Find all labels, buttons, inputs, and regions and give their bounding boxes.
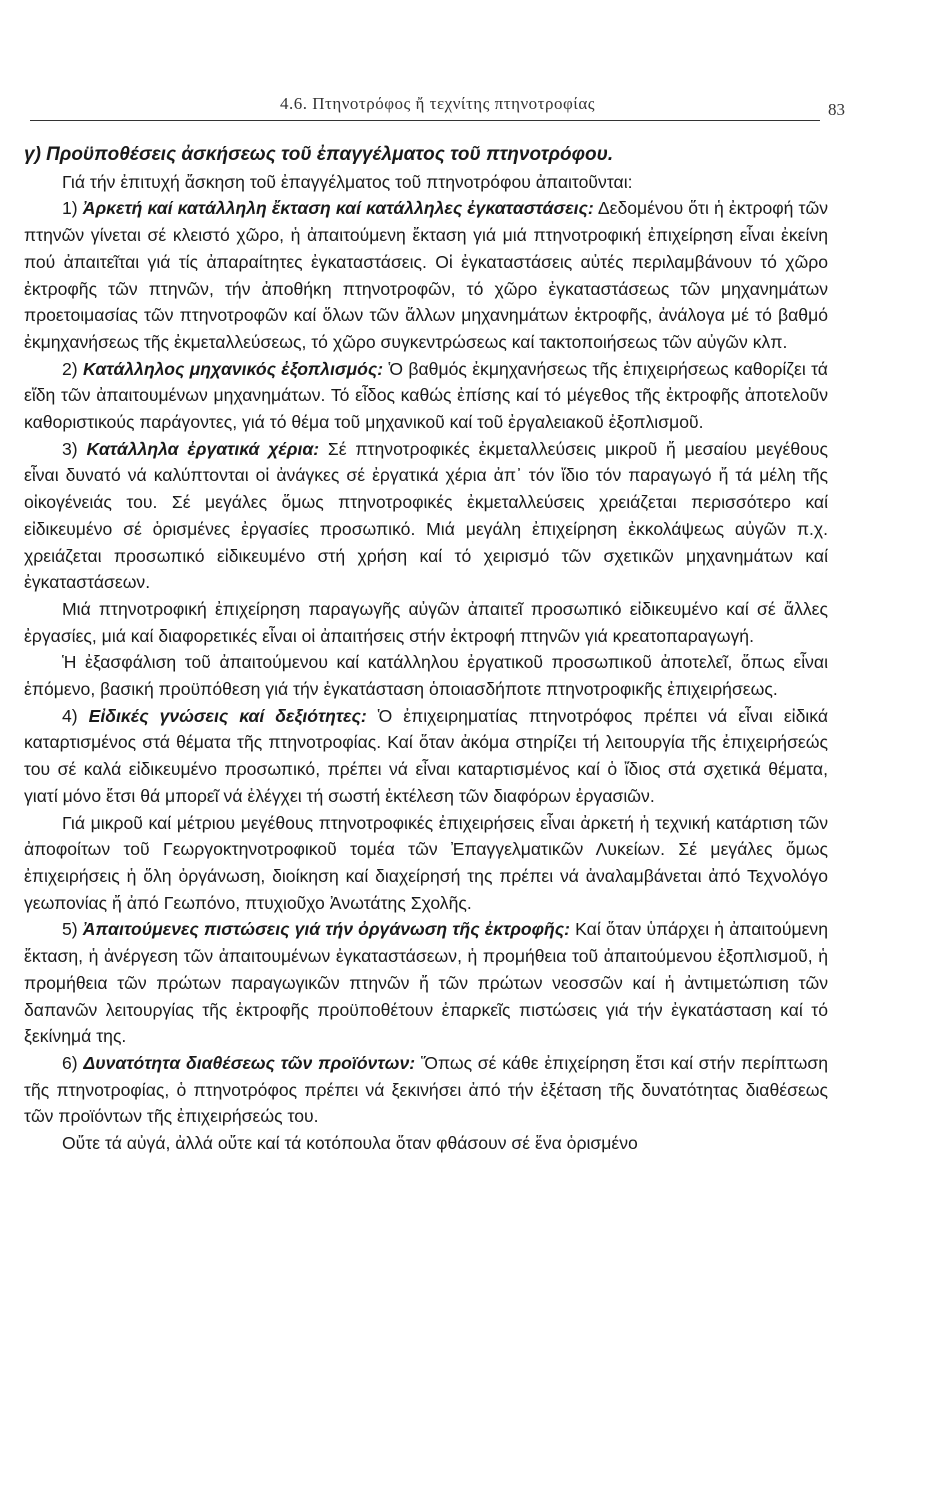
item-text: Δεδομένου ὅτι ἡ ἐκτροφή τῶν πτηνῶν γίνεται σέ κλειστό χῶρο, ἡ ἀπαιτούμενη ἔκταση γιά μιά πτηνοτροφική ἐπιχείρηση εἶναι ἐκείνη πού ἀπαιτεῖται γιά τίς ἀπαραίτητες ἐγκαταστάσεις. Οἱ ἐγκαταστάσεις αὐτές περιλαμβάνουν τό χῶρο ἐκτροφῆς τῶν πτηνῶν, τήν ἀποθήκη πτηνοτροφῶν, τό χῶρο ἐγκαταστάσεως τῶν μηχανημάτων προετοιμασίας τῶν πτηνοτροφῶν καί ὅλων τῶν ἄλλων μηχανημάτων ἐκτροφῆς, ἀνάλογα μέ τό βαθμό ἐκμηχανήσεως τῆς ἐκμεταλλεύσεως, τό χῶρο συγκεντρώσεως καί τακτοποιήσεως τῶν αὐγῶν κλπ. — [24, 198, 828, 352]
item-title: Εἰδικές γνώσεις καί δεξιότητες: — [88, 705, 367, 726]
page-number: 83 — [828, 100, 845, 119]
item-2-paragraph — [24, 356, 828, 436]
item-number: 1) — [62, 198, 78, 219]
item-4-continuation-paragraph: Γιά μικροῦ καί μέτριου μεγέθους πτηνοτροφικές ἐπιχειρήσεις εἶναι ἀρκετή ἡ τεχνική κατάρτιση τῶν ἀποφοίτων τοῦ Γεωργοκτηνοτροφικοῦ τομέα τῶν Ἐπαγγελματικῶν Λυκείων. Σέ μεγάλες ὅμως ἐπιχειρήσεις ἡ ὅλη ὀργάνωση, διοίκηση καί διαχείρησή της πρέπει νά ἀναλαμβάνεται ἀπό Τεχνολόγο γεωπονίας ἤ ἀπό Γεωπόνο, πτυχιοῦχο Ἀνωτάτης Σχολῆς. — [24, 812, 828, 913]
item-number: 4) — [62, 705, 78, 726]
intro-paragraph: Γιά τήν ἐπιτυχή ἄσκηση τοῦ ἐπαγγέλματος τοῦ πτηνοτρόφου ἀπαιτοῦνται: — [62, 171, 633, 192]
item-number: 6) — [62, 1052, 78, 1073]
item-text: Ὁ ἐπιχειρηματίας πτηνοτρόφος πρέπει νά εἶναι εἰδικά καταρτισμένος στά θέματα τῆς πτηνοτροφίας. Καί ὅταν ἀκόμα στηρίζει τή λειτουργία τῆς ἐπιχειρήσεώς του σέ καλά εἰδικευμένο προσωπικό, πρέπει νά εἶναι καταρτισμένος καί ὁ ἴδιος στά σχετικά θέματα, γιατί μόνο ἔτσι θά μπορεῖ νά ἐλέγχει τή σωστή ἐκτέλεση τῶν διαφόρων ἐργασιῶν. — [24, 705, 829, 806]
item-number: 5) — [62, 919, 78, 940]
item-number: 2) — [62, 358, 78, 379]
item-title: Δυνατότητα διαθέσεως τῶν προϊόντων: — [83, 1052, 416, 1073]
page-body — [24, 142, 828, 1157]
item-text: Ὅπως σέ κάθε ἐπιχείρηση ἔτσι καί στήν περίπτωση τῆς πτηνοτροφίας, ὁ πτηνοτρόφος πρέπει νά ξεκινήσει ἀπό τήν ἐξέταση τῆς δυνατότητας διαθέσεως τῶν προϊόντων τῆς ἐπιχειρήσεώς του. — [24, 1052, 829, 1127]
item-text: Σέ πτηνοτροφικές ἐκμεταλλεύσεις μικροῦ ἤ μεσαίου μεγέθους εἶναι δυνατό νά καλύπτονται οἱ ἀνάγκες σέ ἐργατικά χέρια ἀπ᾿ τόν ἴδιο τόν παραγωγό ἤ τά μέλη τῆς οἰκογένειάς του. Σέ μεγάλες ὅμως πτηνοτροφικές ἐκμεταλλεύσεις χρειάζεται περισσότερο καί εἰδικευμένο σέ ὁρισμένες ἐργασίες προσωπικό. Μιά μεγάλη ἐπιχείρηση ἐκκολάψεως αὐγῶν π.χ. χρειάζεται προσωπικό εἰδικευμένο στή χρήση καί τό χειρισμό τῶν σχετικῶν μηχανημάτων καί ἐγκαταστάσεων. — [24, 438, 829, 593]
item-title: Ἀπαιτούμενες πιστώσεις γιά τήν ὀργάνωση τῆς ἐκτροφῆς: — [82, 919, 571, 940]
item-3-continuation-paragraph: Ἡ ἐξασφάλιση τοῦ ἀπαιτούμενου καί κατάλληλου ἐργατικοῦ προσωπικοῦ ἀποτελεῖ, ὅπως εἶναι ἑπόμενο, βασική προϋπόθεση γιά τήν ἐγκατάσταση ὁποιασδήποτε πτηνοτροφικῆς ἐπιχειρήσεως. — [24, 652, 828, 700]
item-6-continuation-paragraph: Οὔτε τά αὐγά, ἀλλά οὔτε καί τά κοτόπουλα ὅταν φθάσουν σέ ἕνα ὁρισμένο — [62, 1133, 638, 1154]
section-heading: γ) Προϋποθέσεις ἀσκήσεως τοῦ ἐπαγγέλματος τοῦ πτηνοτρόφου. — [24, 144, 614, 165]
item-3-paragraph — [24, 436, 828, 596]
item-text: Καί ὅταν ὑπάρχει ἡ ἀπαιτούμενη ἔκταση, ἡ ἀνέργεση τῶν ἀπαιτουμένων ἐγκαταστάσεων, ἡ προμήθεια τοῦ ἀπαιτούμενου ἐξοπλισμοῦ, ἡ προμήθεια τῶν πρώτων παραγωγικῶν πτηνῶν ἤ τῶν πρώτων νεοσσῶν καί ἡ ἀντιμετώπιση τῶν δαπανῶν λειτουργίας τῆς ἐκτροφῆς προϋποθέτουν ἐπαρκεῖς πιστώσεις γιά τήν ἐγκατάσταση καί τό ξεκίνημά της. — [24, 919, 829, 1047]
running-header — [30, 94, 845, 119]
item-4-paragraph — [24, 703, 828, 810]
item-title: Ἀρκετή καί κατάλληλη ἔκταση καί κατάλληλες ἐγκαταστάσεις: — [82, 198, 594, 219]
item-title: Κατάλληλα ἐργατικά χέρια: — [86, 438, 320, 459]
item-title: Κατάλληλος μηχανικός ἐξοπλισμός: — [83, 358, 384, 379]
header-rule — [30, 120, 820, 121]
item-1-paragraph — [24, 195, 828, 355]
item-3-continuation-paragraph: Μιά πτηνοτροφική ἐπιχείρηση παραγωγῆς αὐγῶν ἀπαιτεῖ προσωπικό εἰδικευμένο καί σέ ἄλλες ἐργασίες, μιά καί διαφορετικές εἶναι οἱ ἀπαιτήσεις στήν ἐκτροφή πτηνῶν γιά κρεατοπαραγωγή. — [24, 598, 828, 646]
running-header-title: 4.6. Πτηνοτρόφος ἤ τεχνίτης πτηνοτροφίας — [280, 94, 595, 113]
item-5-paragraph — [24, 916, 828, 1050]
item-number: 3) — [62, 438, 78, 459]
item-text: Ὁ βαθμός ἐκμηχανήσεως τῆς ἐπιχειρήσεως καθορίζει τά εἴδη τῶν ἀπαιτουμένων μηχανημάτων. Τό εἶδος καθώς ἐπίσης καί τό μέγεθος τῆς ἐκτροφῆς ἀποτελοῦν καθοριστικούς παράγοντες, γιά τό θέμα τοῦ μηχανικοῦ καί τοῦ ἐργαλειακοῦ ἐξοπλισμοῦ. — [24, 358, 828, 433]
item-6-paragraph — [24, 1050, 828, 1130]
